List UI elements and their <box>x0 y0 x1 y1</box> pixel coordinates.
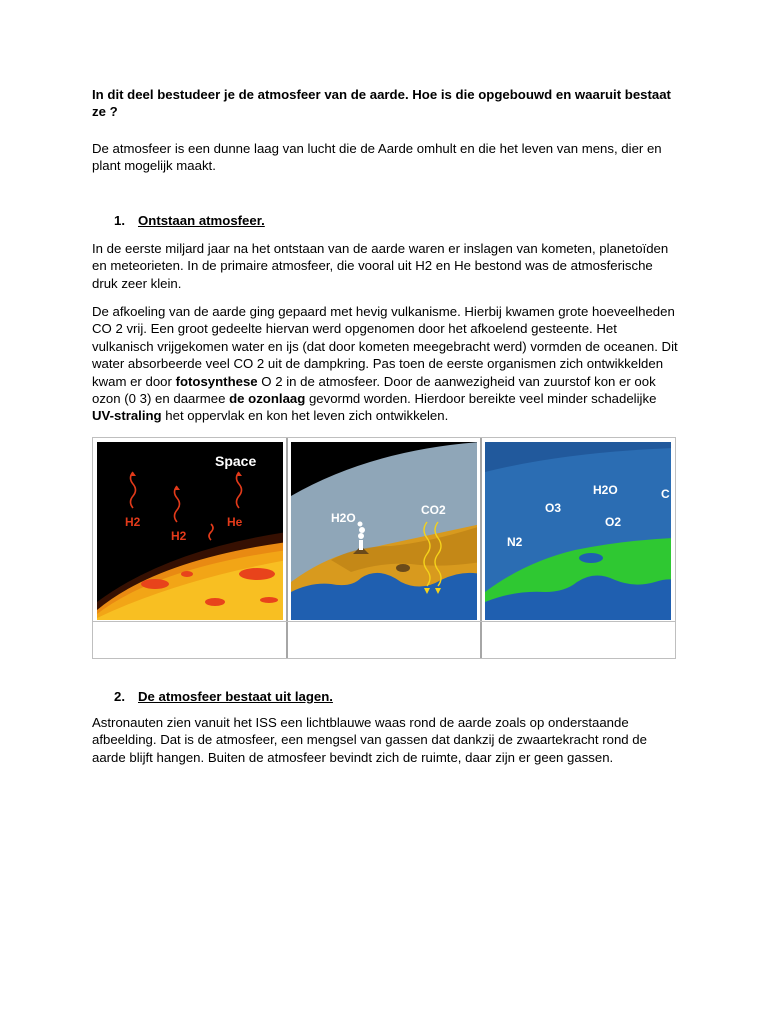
section-heading-1 <box>114 212 265 229</box>
space-label: Space <box>215 453 257 469</box>
atmosphere-evolution-figure <box>92 437 676 659</box>
gas-label: He <box>227 515 243 529</box>
section-heading-2 <box>114 688 333 705</box>
table-divider <box>93 621 675 622</box>
gas-label: O2 <box>605 515 622 529</box>
section-title: De atmosfeer bestaat uit lagen. <box>138 689 333 704</box>
gas-label: N2 <box>507 535 523 549</box>
gas-label: H2 <box>171 529 187 543</box>
section-title: Ontstaan atmosfeer. <box>138 213 265 228</box>
gas-label: H2O <box>331 511 356 525</box>
panel-primary-atmosphere <box>97 442 283 620</box>
paragraph-cooling: De afkoeling van de aarde ging gepaard met hevig vulkanisme. Hierbij kwamen grote hoeveelheden CO 2 vrij. Een groot gedeelte hiervan werd opgenomen door het afkoelend gesteente. Het vulkanisch vrijgekomen water en ijs (dat door kometen meegebracht werd) vormden de oceanen. Dit water absorbeerde veel CO 2 uit de dampkring. Pas toen de eerste organismen zich ontwikkelden kwam er door fotosynthese O 2 in de atmosfeer. Door de aanwezigheid van zuurstof kon er ook ozon (0 3) en daarmee de ozonlaag gevormd worden. Hierdoor bereikte veel minder schadelijke UV-straling het oppervlak en kon het leven zich ontwikkelen. <box>92 304 678 424</box>
table-divider <box>480 438 482 658</box>
gas-label: H2 <box>125 515 141 529</box>
panel-modern-atmosphere <box>485 442 671 620</box>
table-divider <box>286 438 288 658</box>
paragraph-layers: Astronauten zien vanuit het ISS een lichtblauwe waas rond de aarde zoals op onderstaande afbeelding. Dat is de atmosfeer, een mengsel van gassen dat dankzij de zwaartekracht rond de aarde blijft hangen. Buiten de atmosfeer bevindt zich de ruimte, daar zijn er geen gassen. <box>92 715 647 765</box>
gas-label: H2O <box>593 483 618 497</box>
gas-label: CO2 <box>421 503 446 517</box>
panel-oceans-forming <box>291 442 477 620</box>
paragraph-definition: De atmosfeer is een dunne laag van lucht die de Aarde omhult en die het leven van mens, dier en plant mogelijk maakt. <box>92 141 662 174</box>
section-number: 2. <box>114 689 125 704</box>
section-number: 1. <box>114 213 125 228</box>
intro-question: In dit deel bestudeer je de atmosfeer van de aarde. Hoe is die opgebouwd en waaruit bestaat ze ? <box>92 87 671 120</box>
paragraph-early-earth: In de eerste miljard jaar na het ontstaan van de aarde waren er inslagen van kometen, planetoïden en meteorieten. In de primaire atmosfeer, die vooral uit H2 en He bestond was de atmosferische druk zeer klein. <box>92 241 669 291</box>
gas-label: O3 <box>545 501 562 515</box>
gas-label: C <box>661 487 670 501</box>
